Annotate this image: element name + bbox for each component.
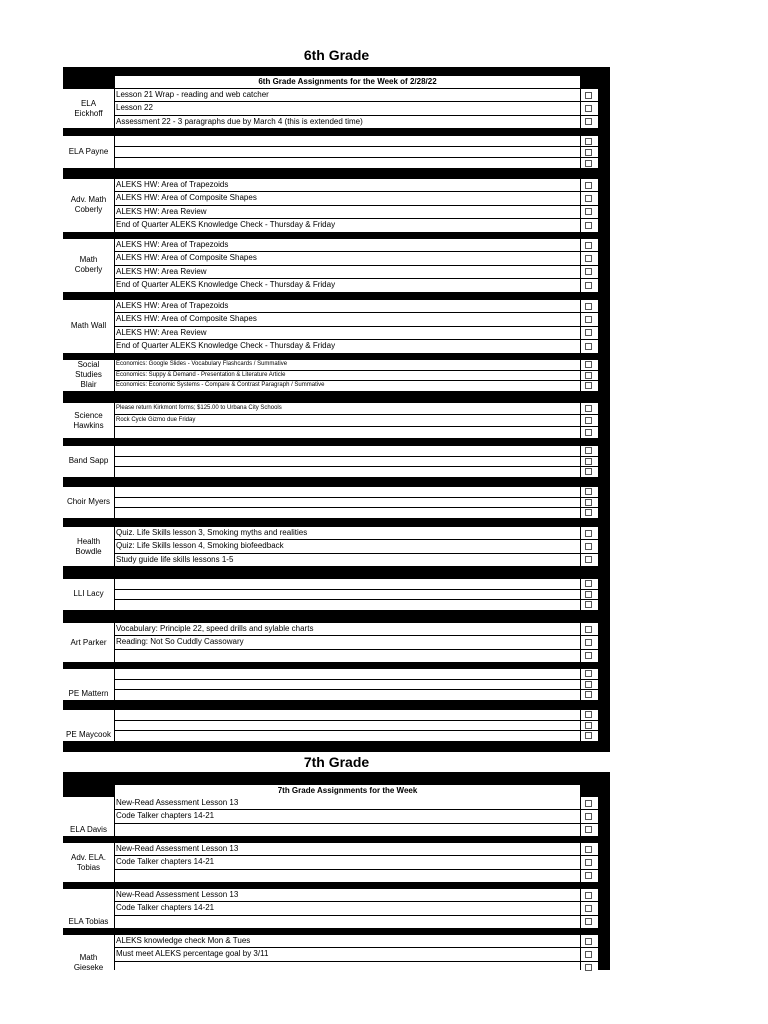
assignment-row: Economics: Suppy & Demand - Presentation & Literature Article bbox=[115, 371, 580, 381]
subject-label bbox=[63, 136, 114, 168]
subject-label bbox=[63, 360, 114, 391]
subject-label-text: Math Gieseke bbox=[73, 953, 104, 973]
checkbox-cell bbox=[581, 902, 598, 914]
assignment-checkbox[interactable] bbox=[585, 964, 592, 971]
assignment-row bbox=[115, 824, 580, 836]
assignment-row bbox=[115, 467, 580, 477]
subject-block bbox=[63, 889, 610, 928]
assignment-checkbox[interactable] bbox=[585, 639, 592, 646]
checkbox-cell bbox=[581, 710, 598, 720]
assignment-row: ALEKS HW: Area of Composite Shapes bbox=[115, 192, 580, 204]
checkbox-cell bbox=[581, 266, 598, 278]
subject-label bbox=[63, 797, 114, 836]
subject-block bbox=[63, 239, 610, 292]
checkbox-cell bbox=[581, 467, 598, 477]
assignment-checkbox[interactable] bbox=[585, 255, 592, 262]
checkbox-cell bbox=[581, 889, 598, 901]
subject-block bbox=[63, 487, 610, 518]
assignment-row bbox=[115, 870, 580, 882]
assignment-row: ALEKS HW: Area Review bbox=[115, 266, 580, 278]
assignment-checkbox[interactable] bbox=[585, 905, 592, 912]
assignment-checkbox[interactable] bbox=[585, 282, 592, 289]
subject-block bbox=[63, 623, 610, 662]
assignment-checkbox[interactable] bbox=[585, 591, 592, 598]
assignment-checkbox[interactable] bbox=[585, 691, 592, 698]
subject-label bbox=[63, 710, 114, 741]
assignment-row bbox=[115, 579, 580, 589]
assignment-row: Economics: Google Slides - Vocabulary Flashcards / Summative bbox=[115, 360, 580, 370]
checkbox-cell bbox=[581, 192, 598, 204]
assignment-row: ALEKS HW: Area of Trapezoids bbox=[115, 179, 580, 191]
subject-label-text: PE Mattern bbox=[68, 688, 109, 698]
assignment-checkbox[interactable] bbox=[585, 859, 592, 866]
subject-label-text: Art Parker bbox=[70, 637, 107, 647]
assignment-row: New-Read Assessment Lesson 13 bbox=[115, 797, 580, 809]
subject-label bbox=[63, 527, 114, 566]
assignment-checkbox[interactable] bbox=[585, 468, 592, 475]
assignment-row bbox=[115, 508, 580, 518]
subject-label-text: Health Bowdle bbox=[75, 536, 102, 556]
assignment-checkbox[interactable] bbox=[585, 918, 592, 925]
subject-block bbox=[63, 843, 610, 882]
checkbox-cell bbox=[581, 147, 598, 157]
assignment-row: Economics: Economic Systems - Compare & Contrast Paragraph / Summative bbox=[115, 381, 580, 391]
subject-block bbox=[63, 710, 610, 741]
assignment-row: Please return Kirkmont forms; $125.00 to Urbana City Schools bbox=[115, 403, 580, 414]
assignment-checkbox[interactable] bbox=[585, 626, 592, 633]
checkbox-cell bbox=[581, 916, 598, 928]
assignment-checkbox[interactable] bbox=[585, 601, 592, 608]
assignment-row bbox=[115, 962, 580, 974]
subject-label-text: Choir Myers bbox=[66, 497, 111, 507]
assignment-row: Code Talker chapters 14-21 bbox=[115, 856, 580, 868]
assignment-checkbox[interactable] bbox=[585, 892, 592, 899]
assignment-checkbox[interactable] bbox=[585, 826, 592, 833]
assignment-row: Code Talker chapters 14-21 bbox=[115, 902, 580, 914]
assignment-checkbox[interactable] bbox=[585, 429, 592, 436]
assignment-row bbox=[115, 669, 580, 679]
assignment-checkbox[interactable] bbox=[585, 105, 592, 112]
assignment-row: End of Quarter ALEKS Knowledge Check - Thursday & Friday bbox=[115, 219, 580, 231]
checkbox-cell bbox=[581, 89, 598, 101]
checkbox-cell bbox=[581, 340, 598, 352]
subject-label-text: ELA Payne bbox=[68, 147, 109, 156]
assignment-checkbox[interactable] bbox=[585, 580, 592, 587]
assignment-row bbox=[115, 158, 580, 168]
checkbox-cell bbox=[581, 457, 598, 467]
subject-block bbox=[63, 446, 610, 477]
assignment-row bbox=[115, 457, 580, 467]
subject-label bbox=[63, 239, 114, 292]
subject-label-text: Adv. Math Coberly bbox=[70, 195, 107, 215]
checkbox-cell bbox=[581, 731, 598, 741]
assignment-checkbox[interactable] bbox=[585, 938, 592, 945]
subject-label bbox=[63, 935, 114, 974]
checkbox-cell bbox=[581, 508, 598, 518]
assignment-checkbox[interactable] bbox=[585, 509, 592, 516]
assignment-row: Rock Cycle Gizmo due Friday bbox=[115, 415, 580, 426]
assignment-row: Quiz: Life Skills lesson 4, Smoking biofeedback bbox=[115, 540, 580, 552]
assignment-checkbox[interactable] bbox=[585, 195, 592, 202]
assignment-row: ALEKS HW: Area Review bbox=[115, 327, 580, 339]
assignment-row bbox=[115, 590, 580, 600]
checkbox-cell bbox=[581, 179, 598, 191]
assignment-checkbox[interactable] bbox=[585, 458, 592, 465]
subject-label-text: Science Hawkins bbox=[73, 410, 104, 430]
checkbox-cell bbox=[581, 498, 598, 508]
assignment-checkbox[interactable] bbox=[585, 160, 592, 167]
checkbox-cell bbox=[581, 721, 598, 731]
subject-label-text: Social Studies Blair bbox=[75, 360, 102, 390]
assignment-row: ALEKS HW: Area of Composite Shapes bbox=[115, 252, 580, 264]
subject-block bbox=[63, 797, 610, 836]
assignment-checkbox[interactable] bbox=[585, 343, 592, 350]
checkbox-cell bbox=[581, 935, 598, 947]
assignment-row: End of Quarter ALEKS Knowledge Check - Thursday & Friday bbox=[115, 279, 580, 291]
checkbox-cell bbox=[581, 427, 598, 438]
assignment-row bbox=[115, 147, 580, 157]
checkbox-cell bbox=[581, 824, 598, 836]
assignment-row: Lesson 21 Wrap - reading and web catcher bbox=[115, 89, 580, 101]
assignment-row: ALEKS knowledge check Mon & Tues bbox=[115, 935, 580, 947]
checkbox-cell bbox=[581, 252, 598, 264]
subject-label bbox=[63, 403, 114, 438]
assignment-checkbox[interactable] bbox=[585, 652, 592, 659]
grade6-header: 6th Grade Assignments for the Week of 2/28/22 bbox=[115, 76, 580, 88]
subject-label bbox=[63, 623, 114, 662]
assignment-checkbox[interactable] bbox=[585, 711, 592, 718]
subject-label-text: Math Wall bbox=[70, 321, 107, 331]
checkbox-cell bbox=[581, 219, 598, 231]
assignment-checkbox[interactable] bbox=[585, 149, 592, 156]
checkbox-cell bbox=[581, 690, 598, 700]
checkbox-cell bbox=[581, 102, 598, 114]
assignment-row: New-Read Assessment Lesson 13 bbox=[115, 843, 580, 855]
assignment-row: ALEKS HW: Area of Composite Shapes bbox=[115, 313, 580, 325]
subject-block bbox=[63, 89, 610, 128]
checkbox-cell bbox=[581, 116, 598, 128]
checkbox-cell bbox=[581, 962, 598, 974]
grade6-title: 6th Grade bbox=[303, 47, 370, 63]
checkbox-cell bbox=[581, 300, 598, 312]
assignment-row bbox=[115, 487, 580, 497]
checkbox-cell bbox=[581, 527, 598, 539]
checkbox-cell bbox=[581, 206, 598, 218]
assignment-row: Assessment 22 - 3 paragraphs due by March 4 (this is extended time) bbox=[115, 116, 580, 128]
checkbox-cell bbox=[581, 636, 598, 648]
assignment-row bbox=[115, 136, 580, 146]
checkbox-cell bbox=[581, 680, 598, 690]
assignment-checkbox[interactable] bbox=[585, 800, 592, 807]
subject-label bbox=[63, 843, 114, 882]
subject-label bbox=[63, 300, 114, 353]
assignment-row bbox=[115, 916, 580, 928]
assignment-checkbox[interactable] bbox=[585, 722, 592, 729]
subject-label-text: Band Sapp bbox=[68, 456, 109, 466]
subject-block bbox=[63, 136, 610, 168]
assignment-checkbox[interactable] bbox=[585, 118, 592, 125]
grade7-header: 7th Grade Assignments for the Week bbox=[115, 785, 580, 797]
subject-label bbox=[63, 179, 114, 232]
assignment-row: New-Read Assessment Lesson 13 bbox=[115, 889, 580, 901]
grade7-sheet bbox=[63, 772, 610, 973]
assignment-checkbox[interactable] bbox=[585, 208, 592, 215]
checkbox-cell bbox=[581, 579, 598, 589]
assignment-checkbox[interactable] bbox=[585, 303, 592, 310]
checkbox-cell bbox=[581, 381, 598, 391]
checkbox-cell bbox=[581, 313, 598, 325]
subject-block bbox=[63, 527, 610, 566]
checkbox-cell bbox=[581, 797, 598, 809]
checkbox-cell bbox=[581, 239, 598, 251]
assignment-checkbox[interactable] bbox=[585, 846, 592, 853]
checkbox-cell bbox=[581, 327, 598, 339]
assignment-checkbox[interactable] bbox=[585, 681, 592, 688]
checkbox-cell bbox=[581, 371, 598, 381]
assignment-checkbox[interactable] bbox=[585, 329, 592, 336]
assignment-row: Lesson 22 bbox=[115, 102, 580, 114]
assignment-checkbox[interactable] bbox=[585, 670, 592, 677]
assignment-checkbox[interactable] bbox=[585, 499, 592, 506]
grade6-sheet bbox=[63, 67, 610, 752]
assignment-checkbox[interactable] bbox=[585, 242, 592, 249]
subject-label bbox=[63, 669, 114, 700]
assignment-checkbox[interactable] bbox=[585, 732, 592, 739]
assignment-row bbox=[115, 680, 580, 690]
subject-label bbox=[63, 446, 114, 477]
assignment-checkbox[interactable] bbox=[585, 405, 592, 412]
checkbox-cell bbox=[581, 415, 598, 426]
assignment-checkbox[interactable] bbox=[585, 92, 592, 99]
assignment-row: Study guide life skills lessons 1-5 bbox=[115, 554, 580, 566]
subject-block bbox=[63, 669, 610, 700]
assignment-checkbox[interactable] bbox=[585, 372, 592, 379]
assignment-row bbox=[115, 690, 580, 700]
subject-block bbox=[63, 179, 610, 232]
subject-label-text: LLI Lacy bbox=[73, 589, 104, 599]
assignment-row bbox=[115, 721, 580, 731]
checkbox-cell bbox=[581, 279, 598, 291]
checkbox-cell bbox=[581, 856, 598, 868]
subject-label-text: ELA Tobias bbox=[68, 917, 109, 927]
checkbox-cell bbox=[581, 158, 598, 168]
checkbox-cell bbox=[581, 870, 598, 882]
assignment-row: ALEKS HW: Area of Trapezoids bbox=[115, 239, 580, 251]
subject-block bbox=[63, 935, 610, 974]
checkbox-cell bbox=[581, 540, 598, 552]
subject-label-text: ELA Davis bbox=[70, 825, 107, 835]
assignment-row: Code Talker chapters 14-21 bbox=[115, 810, 580, 822]
assignment-row: Reading: Not So Cuddly Cassowary bbox=[115, 636, 580, 648]
assignment-row bbox=[115, 498, 580, 508]
grade7-title: 7th Grade bbox=[303, 754, 370, 770]
assignment-checkbox[interactable] bbox=[585, 530, 592, 537]
checkbox-cell bbox=[581, 590, 598, 600]
assignment-checkbox[interactable] bbox=[585, 268, 592, 275]
subject-label bbox=[63, 889, 114, 928]
assignment-checkbox[interactable] bbox=[585, 951, 592, 958]
subject-label-text: Math Coberly bbox=[74, 255, 103, 275]
assignment-checkbox[interactable] bbox=[585, 222, 592, 229]
assignment-checkbox[interactable] bbox=[585, 417, 592, 424]
subject-block bbox=[63, 300, 610, 353]
assignment-row bbox=[115, 446, 580, 456]
assignment-row: ALEKS HW: Area of Trapezoids bbox=[115, 300, 580, 312]
subject-block bbox=[63, 579, 610, 610]
checkbox-cell bbox=[581, 669, 598, 679]
assignment-row: Quiz. Life Skills lesson 3, Smoking myths and realities bbox=[115, 527, 580, 539]
checkbox-cell bbox=[581, 650, 598, 662]
assignment-checkbox[interactable] bbox=[585, 138, 592, 145]
assignment-checkbox[interactable] bbox=[585, 382, 592, 389]
assignment-checkbox[interactable] bbox=[585, 182, 592, 189]
subject-label-text: Adv. ELA. Tobias bbox=[71, 852, 106, 872]
assignment-row: Vocabulary: Principle 22, speed drills and sylable charts bbox=[115, 623, 580, 635]
assignment-row bbox=[115, 650, 580, 662]
checkbox-cell bbox=[581, 487, 598, 497]
assignment-checkbox[interactable] bbox=[585, 361, 592, 368]
assignment-checkbox[interactable] bbox=[585, 872, 592, 879]
subject-label-text: PE Maycook bbox=[66, 729, 111, 739]
assignment-row: ALEKS HW: Area Review bbox=[115, 206, 580, 218]
checkbox-cell bbox=[581, 623, 598, 635]
subject-label bbox=[63, 89, 114, 128]
assignment-checkbox[interactable] bbox=[585, 316, 592, 323]
checkbox-cell bbox=[581, 810, 598, 822]
subject-label-text: ELA Eickhoff bbox=[74, 98, 103, 118]
assignment-row: End of Quarter ALEKS Knowledge Check - Thursday & Friday bbox=[115, 340, 580, 352]
assignment-row bbox=[115, 710, 580, 720]
assignment-checkbox[interactable] bbox=[585, 447, 592, 454]
subject-label bbox=[63, 487, 114, 518]
checkbox-cell bbox=[581, 948, 598, 960]
assignment-checkbox[interactable] bbox=[585, 556, 592, 563]
subject-block bbox=[63, 403, 610, 438]
checkbox-cell bbox=[581, 403, 598, 414]
checkbox-cell bbox=[581, 446, 598, 456]
checkbox-cell bbox=[581, 843, 598, 855]
checkbox-cell bbox=[581, 554, 598, 566]
assignment-checkbox[interactable] bbox=[585, 543, 592, 550]
subject-block bbox=[63, 360, 610, 391]
assignment-checkbox[interactable] bbox=[585, 813, 592, 820]
assignment-row: Must meet ALEKS percentage goal by 3/11 bbox=[115, 948, 580, 960]
assignment-checkbox[interactable] bbox=[585, 488, 592, 495]
assignment-row bbox=[115, 427, 580, 438]
assignment-row bbox=[115, 731, 580, 741]
assignment-row bbox=[115, 600, 580, 610]
checkbox-cell bbox=[581, 600, 598, 610]
checkbox-cell bbox=[581, 360, 598, 370]
checkbox-cell bbox=[581, 136, 598, 146]
subject-label bbox=[63, 579, 114, 610]
